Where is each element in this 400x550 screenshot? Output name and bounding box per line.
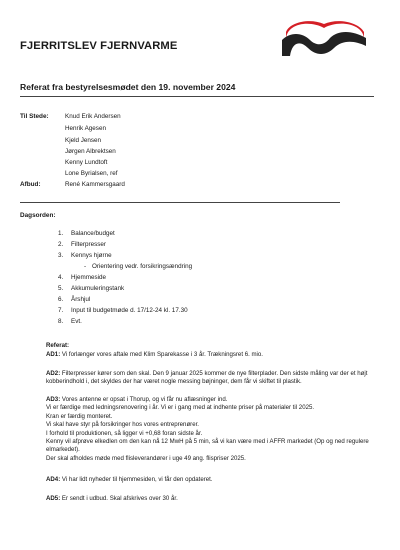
agenda-item: 7. Input til budgetmøde d. 17/12-24 kl. 17.30 <box>58 307 188 314</box>
agenda-item: 8. Evt. <box>58 318 82 325</box>
agenda-item: 6. Årshjul <box>58 296 91 303</box>
minutes-label: Referat: <box>46 342 70 349</box>
attendee: Knud Erik Andersen <box>65 113 121 120</box>
ad-tag: AD3: <box>46 396 61 403</box>
minutes-ad3: AD3: Vores antenne er opsat i Thorup, og vi får nu aflæsninger ind. Vi er færdige med ledningsrenovering i år. Vi er i gang med at indhente priser på materialer til 2025. Kran er færdig monteret. Vi skal have styr på forsikringer hos vores entreprenører. I forhold til produktionen, så ligger vi +0,68 foran sidste år. Kenny vil afprøve elkedlen om den kan nå 12 MwH på 5 min, så vi kan være med i AFFR markedet (Op og ned regulere elmarkedet). Der skal afholdes møde med flisleverandører i uge 49 ang. flispriser 2025. <box>46 396 369 462</box>
attendee: Lone Byrialsen, ref <box>65 170 118 177</box>
agenda-item: 4. Hjemmeside <box>58 274 106 281</box>
attendee: Kenny Lundtoft <box>65 159 108 166</box>
agenda-label: Dagsorden: <box>20 212 56 219</box>
ad-tag: AD4: <box>46 476 61 483</box>
minutes-ad4: AD4: Vi har lidt nyheder til hjemmesiden, vi får den opdateret. <box>46 476 213 483</box>
document-title: Referat fra bestyrelsesmødet den 19. november 2024 <box>20 82 236 92</box>
agenda-item: 5. Akkumuleringstank <box>58 285 125 292</box>
agenda-item: 1. Balance/budget <box>58 230 115 237</box>
absent-label: Afbud: <box>20 181 41 188</box>
org-name: FJERRITSLEV FJERNVARME <box>20 40 178 52</box>
minutes-ad1: AD1: Vi forlænger vores aftale med Klim Sparekasse i 3 år. Trækningsret 6. mio. <box>46 351 263 358</box>
company-logo <box>280 18 368 58</box>
attendee: Kjeld Jensen <box>65 137 102 144</box>
logo-dark-wave <box>282 32 366 56</box>
attendee: Jørgen Albrektsen <box>65 148 116 155</box>
ad-tag: AD1: <box>46 351 61 358</box>
minutes-ad2: AD2: Filterpresser kører som den skal. Den 9 januar 2025 kommer de nye filterplader. Den sidste måling var der et højt kobberindhold i, det skyldes der har været nogle messing bøjninger, dem får vi skiftet til plastik. <box>46 370 368 386</box>
absent-attendee: René Kammersgaard <box>65 181 125 188</box>
agenda-item: 3. Kennys hjørne <box>58 252 112 259</box>
present-label: Til Stede: <box>20 113 49 120</box>
agenda-list <box>58 228 192 327</box>
title-divider <box>20 96 374 97</box>
attendee: Henrik Agesen <box>65 125 106 132</box>
ad-tag: AD5: <box>46 495 61 502</box>
agenda-item: 2. Filterpresser <box>58 241 106 248</box>
ad-tag: AD2: <box>46 370 61 377</box>
minutes-ad5: AD5: Er sendt i udbud. Skal afskrives over 30 år. <box>46 495 178 502</box>
attendance-divider <box>20 202 340 203</box>
agenda-subitem: - Orientering vedr. forsikringsændring <box>84 263 193 270</box>
